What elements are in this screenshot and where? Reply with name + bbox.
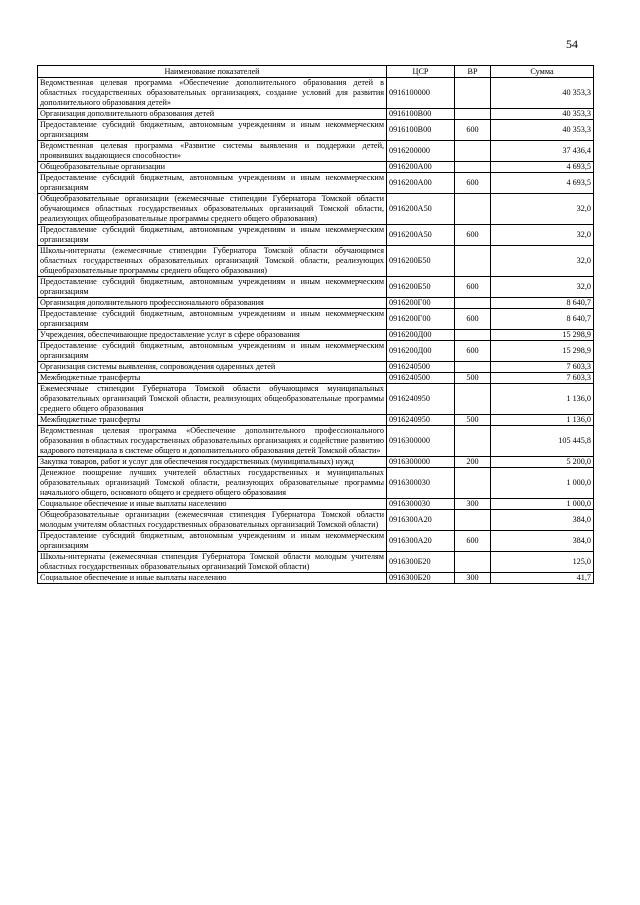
table-row	[38, 531, 594, 552]
cell-sum: 40 353,3	[491, 78, 594, 109]
table-row	[38, 298, 594, 309]
cell-name: Предоставление субсидий бюджетным, автономным учреждениям и иным некоммерческим организациям	[38, 120, 387, 141]
table-row	[38, 225, 594, 246]
cell-csr: 0916200А50	[387, 194, 455, 225]
table-row	[38, 552, 594, 573]
cell-csr: 0916300000	[387, 426, 455, 457]
header-name: Наименование показателей	[38, 66, 387, 78]
table-row	[38, 162, 594, 173]
cell-sum: 5 200,0	[491, 457, 594, 468]
table-row	[38, 341, 594, 362]
cell-sum: 32,0	[491, 246, 594, 277]
cell-sum: 8 640,7	[491, 298, 594, 309]
table-row	[38, 573, 594, 584]
table-row	[38, 277, 594, 298]
cell-vr	[455, 194, 491, 225]
cell-sum: 1 136,0	[491, 384, 594, 415]
cell-csr: 0916200Б50	[387, 277, 455, 298]
cell-name: Школы-интернаты (ежемесячные стипендии Губернатора Томской области обучающимся областных государственных образовательных организаций Томской области, реализующих общеобразовательные программы среднего общего образования)	[38, 246, 387, 277]
cell-sum: 32,0	[491, 225, 594, 246]
cell-sum: 1 000,0	[491, 468, 594, 499]
table-row	[38, 309, 594, 330]
cell-sum: 1 136,0	[491, 415, 594, 426]
cell-name: Предоставление субсидий бюджетным, автономным учреждениям и иным некоммерческим организациям	[38, 277, 387, 298]
cell-vr: 600	[455, 225, 491, 246]
table-row	[38, 373, 594, 384]
cell-csr: 0916240500	[387, 373, 455, 384]
cell-vr	[455, 384, 491, 415]
cell-sum: 7 603,3	[491, 373, 594, 384]
cell-vr: 600	[455, 531, 491, 552]
cell-sum: 384,0	[491, 510, 594, 531]
cell-csr: 0916200Д00	[387, 330, 455, 341]
cell-vr	[455, 510, 491, 531]
cell-name: Денежное поощрение лучших учителей областных государственных и муниципальных образовательных организаций Томской области, реализующих образовательные программы начального общего, основного общего и среднего общего образования	[38, 468, 387, 499]
cell-vr: 500	[455, 415, 491, 426]
budget-table	[37, 65, 594, 584]
cell-sum: 32,0	[491, 194, 594, 225]
cell-name: Учреждения, обеспечивающие предоставление услуг в сфере образования	[38, 330, 387, 341]
cell-csr: 0916100В00	[387, 109, 455, 120]
cell-vr: 600	[455, 120, 491, 141]
cell-csr: 0916300Б20	[387, 552, 455, 573]
table-body	[38, 78, 594, 584]
cell-vr	[455, 552, 491, 573]
cell-csr: 0916200Д00	[387, 341, 455, 362]
cell-vr	[455, 78, 491, 109]
cell-csr: 0916300А20	[387, 510, 455, 531]
cell-sum: 40 353,3	[491, 109, 594, 120]
cell-sum: 4 693,5	[491, 162, 594, 173]
cell-sum: 105 445,8	[491, 426, 594, 457]
table-header-row	[38, 66, 594, 78]
cell-name: Закупка товаров, работ и услуг для обеспечения государственных (муниципальных) нужд	[38, 457, 387, 468]
cell-name: Предоставление субсидий бюджетным, автономным учреждениям и иным некоммерческим организациям	[38, 173, 387, 194]
cell-name: Ведомственная целевая программа «Развитие системы выявления и поддержки детей, проявивших выдающиеся способности»	[38, 141, 387, 162]
cell-vr	[455, 246, 491, 277]
cell-csr: 0916200000	[387, 141, 455, 162]
cell-vr	[455, 426, 491, 457]
table-row	[38, 194, 594, 225]
cell-sum: 7 603,3	[491, 362, 594, 373]
cell-sum: 37 436,4	[491, 141, 594, 162]
table-row	[38, 362, 594, 373]
cell-name: Предоставление субсидий бюджетным, автономным учреждениям и иным некоммерческим организациям	[38, 531, 387, 552]
cell-vr: 300	[455, 499, 491, 510]
cell-sum: 384,0	[491, 531, 594, 552]
cell-csr: 0916200Г00	[387, 309, 455, 330]
cell-csr: 0916240950	[387, 415, 455, 426]
cell-name: Предоставление субсидий бюджетным, автономным учреждениям и иным некоммерческим организациям	[38, 225, 387, 246]
table-row	[38, 499, 594, 510]
cell-name: Общеобразовательные организации (ежемесячная стипендия Губернатора Томской области молодым учителям областных государственных образовательных организаций Томской области)	[38, 510, 387, 531]
cell-name: Предоставление субсидий бюджетным, автономным учреждениям и иным некоммерческим организациям	[38, 341, 387, 362]
cell-name: Ежемесячные стипендии Губернатора Томской области обучающимся муниципальных образовательных организаций Томской области, реализующих общеобразовательные программы среднего общего образования	[38, 384, 387, 415]
cell-name: Школы-интернаты (ежемесячная стипендия Губернатора Томской области молодым учителям областных государственных образовательных организаций Томской области)	[38, 552, 387, 573]
cell-vr: 300	[455, 573, 491, 584]
table-row	[38, 468, 594, 499]
cell-sum: 4 693,5	[491, 173, 594, 194]
cell-name: Общеобразовательные организации	[38, 162, 387, 173]
table-row	[38, 173, 594, 194]
cell-sum: 8 640,7	[491, 309, 594, 330]
cell-csr: 0916100В00	[387, 120, 455, 141]
cell-sum: 125,0	[491, 552, 594, 573]
cell-vr	[455, 330, 491, 341]
cell-csr: 0916240950	[387, 384, 455, 415]
cell-name: Организация системы выявления, сопровождения одаренных детей	[38, 362, 387, 373]
table-row	[38, 78, 594, 109]
cell-vr	[455, 468, 491, 499]
table-row	[38, 330, 594, 341]
cell-csr: 0916200А50	[387, 225, 455, 246]
cell-name: Организация дополнительного образования детей	[38, 109, 387, 120]
cell-csr: 0916300030	[387, 499, 455, 510]
table-row	[38, 246, 594, 277]
cell-csr: 0916300030	[387, 468, 455, 499]
table-row	[38, 384, 594, 415]
cell-csr: 0916100000	[387, 78, 455, 109]
cell-name: Организация дополнительного профессионального образования	[38, 298, 387, 309]
table-row	[38, 426, 594, 457]
table-row	[38, 510, 594, 531]
header-vr: ВР	[455, 66, 491, 78]
table-row	[38, 120, 594, 141]
cell-csr: 0916200Г00	[387, 298, 455, 309]
cell-vr: 600	[455, 341, 491, 362]
cell-csr: 0916200А00	[387, 173, 455, 194]
table-row	[38, 457, 594, 468]
cell-csr: 0916240500	[387, 362, 455, 373]
cell-sum: 32,0	[491, 277, 594, 298]
header-csr: ЦСР	[387, 66, 455, 78]
cell-vr: 600	[455, 309, 491, 330]
cell-vr	[455, 362, 491, 373]
cell-vr: 200	[455, 457, 491, 468]
cell-name: Социальное обеспечение и иные выплаты населению	[38, 573, 387, 584]
cell-name: Ведомственная целевая программа «Обеспечение дополнительного профессионального образования в областных государственных образовательных организациях и содействие развитию кадрового потенциала в системе общего и дополнительного образования детей Томской области»	[38, 426, 387, 457]
cell-vr: 600	[455, 277, 491, 298]
cell-name: Предоставление субсидий бюджетным, автономным учреждениям и иным некоммерческим организациям	[38, 309, 387, 330]
cell-csr: 0916300Б20	[387, 573, 455, 584]
cell-name: Общеобразовательные организации (ежемесячные стипендии Губернатора Томской области обучающимся областных государственных образовательных организаций Томской области, реализующих общеобразовательные программы среднего общего образования)	[38, 194, 387, 225]
cell-csr: 0916300А20	[387, 531, 455, 552]
cell-csr: 0916200А00	[387, 162, 455, 173]
cell-vr	[455, 109, 491, 120]
cell-vr: 600	[455, 173, 491, 194]
cell-name: Ведомственная целевая программа «Обеспечение дополнительного образования детей в областных государственных образовательных организациях, создание условий для развития дополнительного образования детей»	[38, 78, 387, 109]
cell-sum: 15 298,9	[491, 341, 594, 362]
cell-sum: 41,7	[491, 573, 594, 584]
cell-sum: 40 353,3	[491, 120, 594, 141]
cell-name: Межбюджетные трансферты	[38, 415, 387, 426]
page-number: 54	[566, 37, 578, 51]
cell-vr: 500	[455, 373, 491, 384]
table-row	[38, 109, 594, 120]
table-row	[38, 141, 594, 162]
cell-name: Социальное обеспечение и иные выплаты населению	[38, 499, 387, 510]
cell-csr: 0916200Б50	[387, 246, 455, 277]
header-sum: Сумма	[491, 66, 594, 78]
cell-sum: 1 000,0	[491, 499, 594, 510]
cell-csr: 0916300000	[387, 457, 455, 468]
cell-sum: 15 298,9	[491, 330, 594, 341]
table-row	[38, 415, 594, 426]
cell-vr	[455, 141, 491, 162]
cell-vr	[455, 162, 491, 173]
cell-name: Межбюджетные трансферты	[38, 373, 387, 384]
cell-vr	[455, 298, 491, 309]
